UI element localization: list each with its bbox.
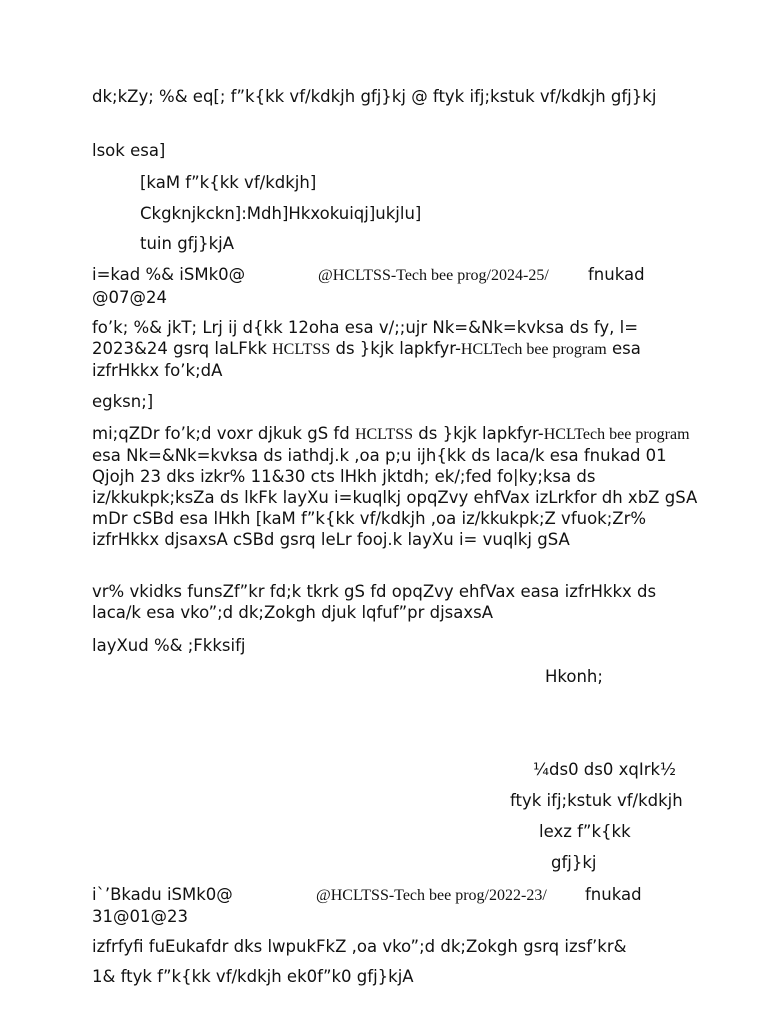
subject-paragraph (92, 317, 710, 381)
body1-text-2: ds }kjk lapkfyr- (413, 424, 544, 443)
signatory-title-1: ftyk ifj;kstuk vf/kdkjh (510, 791, 683, 810)
body1-brand-1: HCLTSS (354, 426, 414, 443)
signatory-title-2: lexz f”k{kk (539, 822, 631, 841)
subject-text-3: esa izfrHkkx fo’k;dA (92, 339, 641, 380)
endorsement-prefix: i`’Bkadu iSMk0@ (92, 885, 233, 904)
body-paragraph-1 (92, 423, 710, 550)
body1-brand-2: HCLTech bee program (543, 426, 690, 443)
signatory-name: ¼ds0 ds0 xqIrk½ (533, 760, 677, 779)
recipient-line-3: tuin gfj}kjA (140, 234, 235, 253)
reference-date-label: fnukad (588, 265, 645, 284)
subject-brand-2: HCLTech bee program (460, 341, 607, 358)
endorsement-date-label: fnukad (585, 885, 642, 904)
recipient-line-1: [kaM f”k{kk vf/kdkjh] (140, 173, 317, 192)
reference-code: @HCLTSS-Tech bee prog/2024-25/ (318, 267, 549, 284)
subject-brand-1: HCLTSS (272, 341, 331, 358)
to-label: lsok esa] (92, 141, 166, 160)
enclosure-line: layXud %& ;Fkksifj (92, 636, 246, 655)
reference-prefix: i=kad %& iSMk0@ (92, 265, 246, 284)
signatory-place: gfj}kj (551, 853, 597, 872)
endorsement-date: 31@01@23 (92, 907, 188, 926)
subject-text-2: ds }kjk lapkfyr- (330, 339, 461, 358)
copy-item-1: 1& ftyk f”k{kk vf/kdkjh ek0f”k0 gfj}kjA (92, 967, 414, 986)
body-paragraph-2: vr% vkidks funsZf”kr fd;k tkrk gS fd opqZvy ehfVax easa izfrHkkx ds laca/k esa vko”;d dk;Zokgh djuk lqfuf”pr djsaxsA (92, 582, 657, 622)
body1-text-3: esa Nk=&Nk=kvksa ds iathdj.k ,oa p;u ijh{kk ds laca/k esa fnukad 01 Qjojh 23 dks izkr% 11&30 cts lHkh jktdh; ek/;fed fo|ky;ksa ds iz/kkukpk;ksZa ds lkFk layXu i=kuqlkj opqZvy ehfVax izLrkfor dh xbZ gSA mDr cSBd esa lHkh [kaM f”k{kk vf/kdkjh ,oa iz/kkukpk;Z vfuok;Zr% izfrHkkx djsaxsA cSBd gsrq leLr fooj.k layXu i= vuqlkj gSA (92, 446, 698, 549)
copy-line: izfrfyfi fuEukafdr dks lwpukFkZ ,oa vko”;d dk;Zokgh gsrq izsf’kr& (92, 937, 627, 956)
body1-text-1: mi;qZDr fo’k;d voxr djkuk gS fd (92, 424, 355, 443)
recipient-line-2: Ckgknjkckn]:Mdh]Hkxokuiqj]ukjlu] (140, 204, 422, 223)
closing: Hkonh; (545, 667, 603, 686)
office-heading: dk;kZy; %& eq[; f”k{kk vf/kdkjh gfj}kj @ ftyk ifj;kstuk vf/kdkjh gfj}kj (92, 87, 657, 106)
subject-text-1: fo’k; %& jkT; Lrj ij d{kk 12oha esa v/;;ujr Nk=&Nk=kvksa ds fy, l= 2023&24 gsrq laLFkk (92, 318, 639, 358)
reference-date: @07@24 (92, 288, 167, 307)
endorsement-code: @HCLTSS-Tech bee prog/2022-23/ (316, 887, 547, 904)
salutation: egksn;] (92, 392, 154, 411)
